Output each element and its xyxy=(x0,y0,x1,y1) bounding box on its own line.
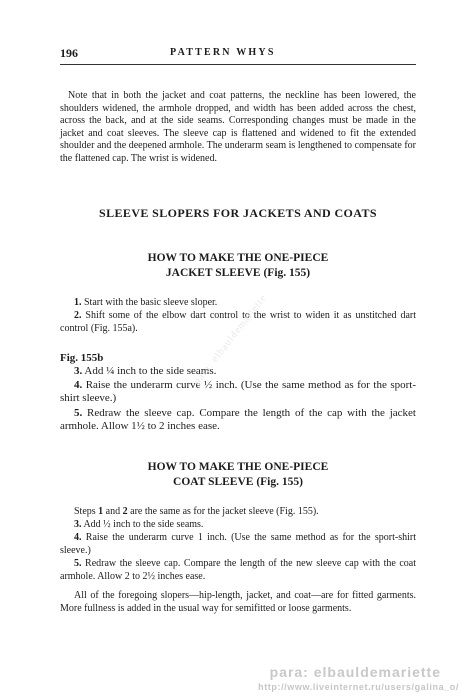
footer-watermark-url: http://www.liveinternet.ru/users/galina_o/ xyxy=(258,682,459,692)
step-text: Add ½ inch to the side seams. xyxy=(81,519,204,530)
step-text: Redraw the sleeve cap. Compare the length of the new sleeve cap with the coat armhole. Allow 2 to 2½ inches ease. xyxy=(60,558,416,582)
jacket-step-4 xyxy=(60,379,416,405)
coat-steps-and: and xyxy=(103,506,123,517)
coat-step-3 xyxy=(60,519,416,532)
coat-steps-intro xyxy=(60,506,416,519)
coat-steps-suffix: are the same as for the jacket sleeve (Fig. 155). xyxy=(127,506,319,517)
step-ref-1: 1 xyxy=(98,506,104,517)
figure-label: Fig. 155b xyxy=(60,352,104,364)
step-number: 3. xyxy=(74,519,82,530)
page-number: 196 xyxy=(60,46,78,60)
jacket-step-3 xyxy=(60,365,416,378)
coat-heading xyxy=(60,460,416,490)
closing-paragraph: All of the foregoing slopers—hip-length, jacket, and coat—are for fitted garments. More fullness is added in the usual way for semifitted or loose garments. xyxy=(60,590,416,614)
jacket-step-5 xyxy=(60,407,416,433)
jacket-heading-line2: JACKET SLEEVE (Fig. 155) xyxy=(165,267,311,279)
coat-heading-line2: COAT SLEEVE (Fig. 155) xyxy=(173,476,303,488)
coat-steps-prefix: Steps xyxy=(74,506,99,517)
step-number: 3. xyxy=(74,365,83,377)
coat-step-5 xyxy=(60,558,416,583)
step-text: Start with the basic sleeve sloper. xyxy=(81,297,218,308)
jacket-heading-line1: HOW TO MAKE THE ONE-PIECE xyxy=(147,252,329,264)
diagonal-watermark: para: elbauldemariette xyxy=(192,292,270,387)
header-rule xyxy=(60,64,416,65)
step-number: 4. xyxy=(74,532,82,543)
section-heading: SLEEVE SLOPERS FOR JACKETS AND COATS xyxy=(99,206,377,220)
intro-paragraph: Note that in both the jacket and coat patterns, the neckline has been lowered, the shoulders widened, the armhole dropped, and width has been added across the chest, across the back, and at the side seams. Corresponding changes must be made in the jacket and coat sleeves. The sleeve cap is flattened and widened to fit the extended shoulder and the deepened armhole. The underarm seam is lengthened to compensate for the flattened cap. The wrist is widened. xyxy=(60,90,416,164)
step-text: Redraw the sleeve cap. Compare the length of the cap with the jacket armhole. Allow 1½ to 2 inches ease. xyxy=(60,407,416,433)
running-head xyxy=(60,46,416,62)
step-number: 5. xyxy=(74,558,82,569)
step-text: Raise the underarm curve 1 inch. (Use the same method as for the sport-shirt sleeve.) xyxy=(60,532,416,556)
step-text: Add ¼ inch to the side seams. xyxy=(82,365,217,377)
coat-step-4 xyxy=(60,532,416,557)
step-text: Raise the underarm curve ½ inch. (Use the same method as for the sport-shirt sleeve.) xyxy=(60,379,416,405)
step-ref-2: 2 xyxy=(122,506,128,517)
footer-watermark-brand: para: elbauldemariette xyxy=(269,664,441,680)
jacket-step-1 xyxy=(60,297,416,310)
running-title: PATTERN WHYS xyxy=(170,47,276,58)
step-number: 2. xyxy=(74,310,82,321)
step-number: 5. xyxy=(74,407,83,419)
step-number: 1. xyxy=(74,297,82,308)
step-number: 4. xyxy=(74,379,83,391)
jacket-heading xyxy=(60,251,416,281)
coat-heading-line1: HOW TO MAKE THE ONE-PIECE xyxy=(147,461,329,473)
step-text: Shift some of the elbow dart control to the wrist to widen it as unstitched dart control (Fig. 155a). xyxy=(60,310,416,334)
